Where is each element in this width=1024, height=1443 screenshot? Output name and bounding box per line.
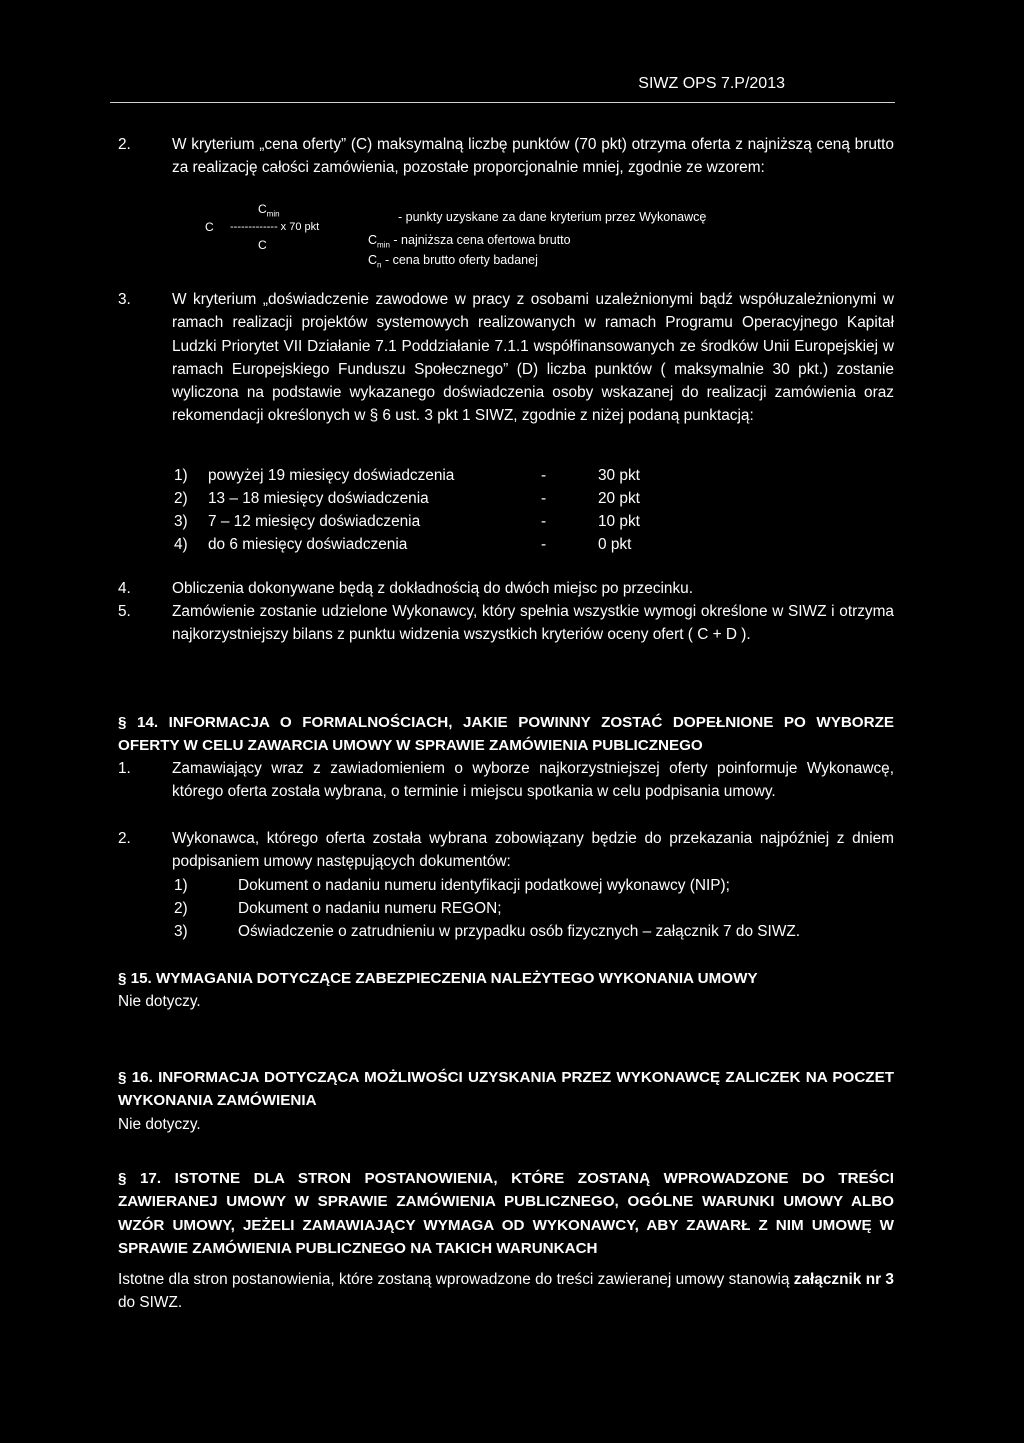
scoring-label: do 6 miesięcy doświadczenia bbox=[208, 536, 408, 553]
scoring-dash: - bbox=[541, 467, 547, 484]
item-5-number: 5. bbox=[118, 603, 131, 620]
scoring-number: 3) bbox=[174, 513, 188, 530]
item-2-text: W kryterium „cena oferty” (C) maksymalną liczbę punktów (70 pkt) otrzyma oferta z najniższą ceną brutto za realizację całości zamówienia, pozostałe proporcjonalnie mniej, zgodnie ze wzorem: bbox=[172, 136, 894, 177]
section-17-title: § 17. ISTOTNE DLA STRON POSTANOWIENIA, KTÓRE ZOSTANĄ WPROWADZONE DO TREŚCI ZAWIERANEJ UMOWY W SPRAWIE ZAMÓWIENIA PUBLICZNEGO, OGÓLNE WARUNKI UMOWY ALBO WZÓR UMOWY, JEŻELI ZAMAWIAJĄCY WYMAGA OD WYKONAWCY, ABY ZAWARŁ Z NIM UMOWĘ W SPRAWIE ZAMÓWIENIA PUBLICZNEGO NA TAKICH WARUNKACH bbox=[118, 1170, 894, 1257]
section-15-title: § 15. WYMAGANIA DOTYCZĄCE ZABEZPIECZENIA NALEŻYTEGO WYKONANIA UMOWY bbox=[118, 970, 758, 987]
item-2-number: 2. bbox=[118, 136, 131, 153]
document-item: Oświadczenie o zatrudnieniu w przypadku osób fizycznych – załącznik 7 do SIWZ. bbox=[238, 923, 801, 940]
section-14-item-2-text: Wykonawca, którego oferta została wybrana zobowiązany będzie do przekazania najpóźniej z dniem podpisaniem umowy następujących dokumentów: bbox=[172, 830, 894, 871]
scoring-points: 10 pkt bbox=[598, 513, 640, 530]
page-header bbox=[110, 75, 895, 103]
scoring-points: 30 pkt bbox=[598, 467, 640, 484]
document-item: Dokument o nadaniu numeru REGON; bbox=[238, 900, 502, 917]
section-15-body: Nie dotyczy. bbox=[118, 993, 201, 1010]
document-item: Dokument o nadaniu numeru identyfikacji podatkowej wykonawcy (NIP); bbox=[238, 877, 730, 894]
section-14-item-1-number: 1. bbox=[118, 760, 131, 777]
section-16-title: § 16. INFORMACJA DOTYCZĄCA MOŻLIWOŚCI UZYSKANIA PRZEZ WYKONAWCĘ ZALICZEK NA POCZET WYKONANIA ZAMÓWIENIA bbox=[118, 1069, 894, 1110]
document-code: SIWZ OPS 7.P/2013 bbox=[638, 75, 785, 92]
formula-legend-2: $C_{min}$ - najniższa cena ofertowa brutto bbox=[368, 233, 571, 250]
scoring-points: 0 pkt bbox=[598, 536, 632, 553]
section-14-title: § 14. INFORMACJA O FORMALNOŚCIACH, JAKIE POWINNY ZOSTAĆ DOPEŁNIONE PO WYBORZE OFERTY W CELU ZAWARCIA UMOWY W SPRAWIE ZAMÓWIENIA PUBLICZNEGO bbox=[118, 714, 894, 755]
formula-legend-1: - punkty uzyskane za dane kryterium przez Wykonawcę bbox=[398, 210, 707, 224]
item-3-text: W kryterium „doświadczenie zawodowe w pracy z osobami uzależnionymi bądź współuzależnionymi w ramach realizacji projektów systemowych realizowanych w ramach Programu Operacyjnego Kapitał Ludzki Priorytet VII Działanie 7.1 Poddziałanie 7.1.1 współfinansowanych ze środków Unii Europejskiej w ramach Europejskiego Funduszu Społecznego” (D) liczba punktów ( maksymalnie 30 pkt.) zostanie wyliczona na podstawie wykazanego doświadczenia osoby wskazanej do realizacji zamówienia oraz rekomendacji określonych w § 6 ust. 3 pkt 1 SIWZ, zgodnie z niżej podaną punktacją: bbox=[172, 291, 894, 425]
section-14-item-1-text: Zamawiający wraz z zawiadomieniem o wyborze najkorzystniejszej oferty poinformuje Wykonawcę, którego oferta została wybrana, o terminie i miejscu spotkania w celu podpisania umowy. bbox=[172, 760, 894, 801]
scoring-points: 20 pkt bbox=[598, 490, 640, 507]
scoring-label: 13 – 18 miesięcy doświadczenia bbox=[208, 490, 429, 507]
item-4-text: Obliczenia dokonywane będą z dokładnością do dwóch miejsc po przecinku. bbox=[172, 580, 694, 597]
item-3-number: 3. bbox=[118, 291, 131, 308]
formula-c-bottom: C bbox=[258, 238, 267, 252]
document-number: 1) bbox=[174, 877, 188, 894]
scoring-dash: - bbox=[541, 536, 547, 553]
scoring-number: 2) bbox=[174, 490, 188, 507]
formula-cmin-top: $C_{min}$ bbox=[258, 202, 280, 219]
scoring-number: 1) bbox=[174, 467, 188, 484]
document-number: 3) bbox=[174, 923, 188, 940]
item-4-number: 4. bbox=[118, 580, 131, 597]
scoring-dash: - bbox=[541, 490, 547, 507]
scoring-dash: - bbox=[541, 513, 547, 530]
formula-legend-3: $C_n$ - cena brutto oferty badanej bbox=[368, 253, 538, 270]
item-5-text: Zamówienie zostanie udzielone Wykonawcy, który spełnia wszystkie wymogi określone w SIWZ i otrzyma najkorzystniejszy bilans z punktu widzenia wszystkich kryteriów oceny ofert ( C + D ). bbox=[172, 603, 894, 644]
section-17-body: Istotne dla stron postanowienia, które zostaną wprowadzone do treści zawieranej umowy stanowią załącznik nr 3 do SIWZ. bbox=[118, 1271, 894, 1312]
scoring-number: 4) bbox=[174, 536, 188, 553]
formula-c-left: C bbox=[205, 220, 214, 234]
scoring-label: powyżej 19 miesięcy doświadczenia bbox=[208, 467, 455, 484]
formula-dashes: ------------- x 70 pkt bbox=[230, 221, 320, 233]
document-number: 2) bbox=[174, 900, 188, 917]
scoring-label: 7 – 12 miesięcy doświadczenia bbox=[208, 513, 421, 530]
section-14-item-2-number: 2. bbox=[118, 830, 131, 847]
section-16-body: Nie dotyczy. bbox=[118, 1116, 201, 1133]
attachment-reference: załącznik nr 3 bbox=[793, 1271, 894, 1288]
